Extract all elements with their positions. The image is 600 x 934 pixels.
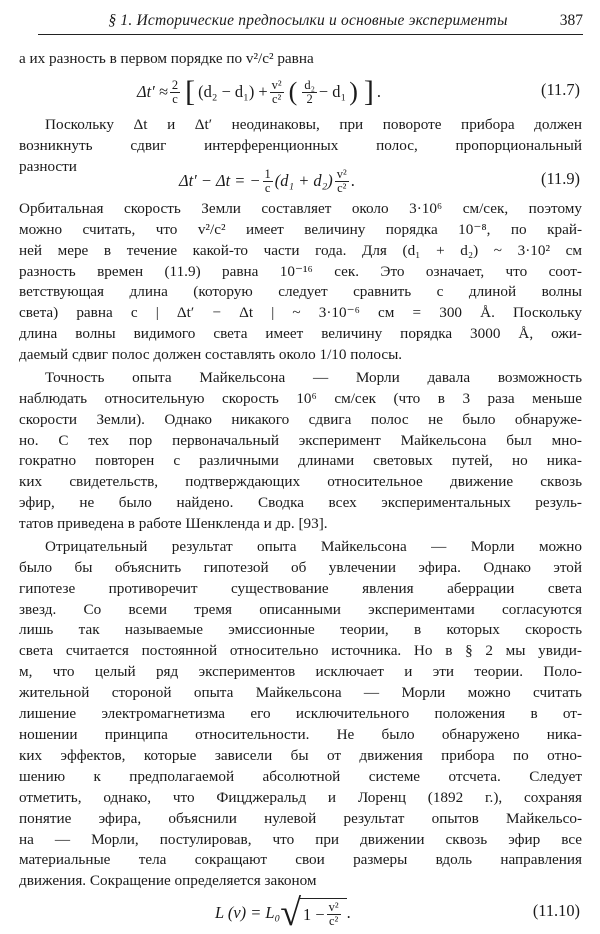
fraction: $\frac{\text{v²}}{\text{c²}}$: [271, 77, 282, 106]
eq-term: − d₁: [318, 82, 347, 102]
equation-body: L (v) = L₀ √ 1 − $\frac{\text{v²}}{\text{c²}}$ .: [215, 892, 351, 934]
equation-body: Δt′ − Δt = − $\frac{1}{c}$ (d₁ + d₂) $\frac{\text{v²}}{\text{c²}}$ .: [179, 166, 355, 195]
radicand: 1 − $\frac{\text{v²}}{\text{c²}}$: [299, 898, 347, 928]
text-line: света считается постоянной относительно источника. Но в § 2 мы увиди-: [19, 642, 582, 660]
text-line: движения. Сокращение определяется законом: [19, 872, 317, 890]
text-line: татов приведена в работе Шенкленда и др. [93].: [19, 515, 328, 533]
fraction: $\frac{\text{v²}}{\text{c²}}$: [336, 166, 347, 195]
equation-11-9: [19, 161, 582, 201]
fraction: $\frac{\text{d₂}}{2}$: [304, 77, 315, 106]
text-line: лишь так называемые эмиссионные теории, в которых скорость: [19, 621, 582, 639]
text-line: наблюдать относительную скорость 10⁶ см/сек (что в 3 раза меньше: [19, 389, 582, 407]
text-line: шению к предполагаемой абсолютной системе отсчета. Следует: [19, 767, 582, 785]
text-line: эфир, не было найдено. Сводка всех экспериментальных резуль-: [19, 494, 582, 512]
page-number: 387: [559, 12, 583, 29]
text-line: Точность опыта Майкельсона — Морли давала возможность: [45, 368, 582, 386]
text-line: даемый сдвиг полос должен составлять около 1/10 полосы.: [19, 346, 403, 364]
text-line: длина волны видимого света имеет величину порядка 3000 Å, ожи-: [19, 325, 582, 343]
sqrt-sign: √: [280, 892, 302, 934]
text-line: ких эффектов, которые зависели бы от движения прибора по отно-: [19, 746, 582, 764]
equation-number: (11.10): [532, 901, 580, 920]
text-line: Поскольку Δt и Δt′ неодинаковы, при повороте прибора должен: [45, 116, 582, 134]
text-line: понятие эфира, объяснили нулевой результат опытов Майкельсо-: [19, 809, 582, 827]
eq-term: (d₂ − d₁) +: [198, 82, 268, 102]
text-line: можно считать, что v²/c² имеет величину порядка 10⁻⁸, по край-: [19, 220, 582, 238]
text-line: ких свидетельств, подтверждающих относительное движение сквозь: [19, 473, 582, 491]
running-header: [38, 10, 583, 35]
text-line: ношении принципа относительности. Не было обнаружено ника-: [19, 726, 582, 743]
text-line: м, что целый ряд экспериментов исключает и эти теории. Поло-: [19, 663, 582, 681]
text-line: разность времен (11.9) равна 10⁻¹⁶ сек. Это означает, что соот-: [19, 262, 582, 280]
fraction: $\frac{2}{c}$: [171, 77, 179, 106]
eq-lhs: Δt′ − Δt = −: [179, 171, 261, 191]
eq-term: (d₁ + d₂): [274, 171, 333, 191]
fraction: $\frac{1}{c}$: [264, 166, 271, 195]
equation-body: Δt′ ≈ $\frac{2}{c}$ [ (d₂ − d₁) + $\frac{\text{v²}}{\text{c²}}$ ( $\frac{\text{d₂}}{2}$ − d₁ ) ] .: [137, 75, 381, 109]
text-line: скорости Земли). Однако никакого сдвига полос не было обнаруже-: [19, 410, 582, 428]
text-line: на — Морли, постулировав, что при движении сквозь эфир все: [19, 830, 582, 848]
equation-number: (11.7): [541, 80, 580, 100]
text-line: гипотезе противоречит существование явления аберрации света: [19, 579, 582, 597]
text-line: отметить, однако, что Фицджеральд и Лоренц (1892 г.), сохраняя: [19, 788, 582, 806]
text-line: а их разность в первом порядке по v²/c² равна: [19, 50, 314, 67]
text-line: лишение электромагнетизма его исключительного положения в от-: [19, 705, 582, 723]
eq-lhs: L (v) = L₀: [215, 903, 281, 922]
text-line: Отрицательный результат опыта Майкельсона — Морли можно: [45, 537, 582, 555]
text-line: ветствующая длина (которую следует сравнить с длиной волны: [19, 283, 582, 301]
equation-11-10: [19, 893, 582, 933]
text-line: было бы объяснить гипотезой об увлечении эфира. Однако этой: [19, 558, 582, 576]
text-line: света) равна c | Δt′ − Δt | ~ 3·10⁻⁶ см = 300 Å. Поскольку: [19, 304, 582, 322]
text-line: возникнуть сдвиг интерференционных полос, пропорциональный: [19, 137, 582, 155]
text-line: жительной стороной опыта Майкельсона — Морли можно считать: [19, 684, 582, 702]
fraction: $\frac{\text{v²}}{\text{c²}}$: [328, 900, 339, 928]
text-line: гократно повторен с различными длинами световых путей, но ника-: [19, 452, 582, 470]
eq-lhs: Δt′ ≈: [137, 82, 168, 102]
equation-number: (11.9): [541, 169, 580, 189]
text-line: материальные тела сокращают свои размеры вдоль направления: [19, 851, 582, 869]
text-line: разности: [19, 158, 77, 176]
text-line: звезд. Со всеми тремя описанными экспериментами согласуются: [19, 600, 582, 618]
text-line: ней мере в течение какой-то части года. Для (d₁ + d₂) ~ 3·10² см: [19, 241, 582, 259]
text-line: Орбитальная скорость Земли составляет около 3·10⁶ см/сек, поэтому: [19, 199, 582, 217]
header-title: § 1. Исторические предпосылки и основные эксперименты: [108, 12, 508, 29]
equation-11-7: [19, 72, 582, 112]
text-line: но. С тех пор первоначальный эксперимент Майкельсона был мно-: [19, 431, 582, 449]
